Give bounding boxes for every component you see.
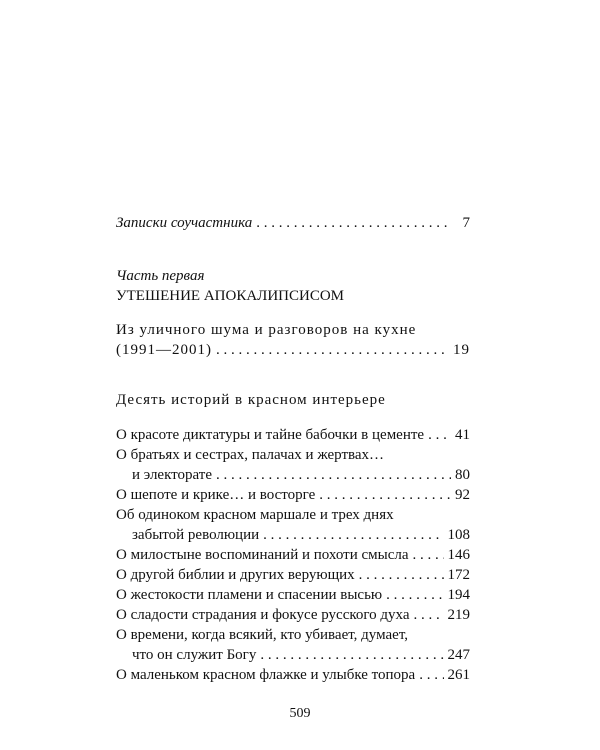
leader-dots <box>414 605 444 625</box>
toc-entry-section-1[interactable] <box>116 320 470 360</box>
page-number: 509 <box>289 706 311 721</box>
toc-entry-title-line1: Из уличного шума и разговоров на кухне <box>116 322 417 338</box>
part-heading <box>116 266 470 306</box>
part-title: УТЕШЕНИЕ АПОКАЛИПСИСОМ <box>116 288 345 304</box>
part-label: Часть первая <box>116 268 205 284</box>
toc-entry[interactable] <box>116 665 470 685</box>
toc-entry-title: О шепоте и крике… и восторге <box>116 487 316 503</box>
toc-entry-title: О красоте диктатуры и тайне бабочки в цементе <box>116 427 425 443</box>
leader-dots <box>413 545 444 565</box>
toc-page-number: 172 <box>447 567 470 583</box>
leader-dots <box>428 425 451 445</box>
toc-entry-title-line2: забытой революции <box>132 527 260 543</box>
toc-entry-preface[interactable] <box>116 213 470 233</box>
toc-page-number: 80 <box>455 467 470 483</box>
toc-entry[interactable] <box>116 585 470 605</box>
section-heading <box>116 390 470 410</box>
toc-page-number: 7 <box>462 215 470 231</box>
toc-page-number: 194 <box>447 587 470 603</box>
toc-page-number: 19 <box>453 342 470 358</box>
toc-entry-title-line2: и электорате <box>132 467 213 483</box>
toc-entry[interactable] <box>116 625 470 665</box>
leader-dots <box>260 645 443 665</box>
section-title: Десять историй в красном интерьере <box>116 392 386 408</box>
toc-entry[interactable] <box>116 565 470 585</box>
toc-page-number: 247 <box>447 647 470 663</box>
leader-dots <box>359 565 444 585</box>
toc-page-number: 219 <box>447 607 470 623</box>
leader-dots <box>256 213 452 233</box>
toc-entry-title-line1: О времени, когда всякий, кто убивает, думает, <box>116 627 408 643</box>
leader-dots <box>419 665 443 685</box>
toc-page-number: 261 <box>447 667 470 683</box>
toc-entry-title: О милостыне воспоминаний и похоти смысла <box>116 547 409 563</box>
leader-dots <box>263 525 443 545</box>
toc-entry[interactable] <box>116 425 470 445</box>
toc-entry-title-line2: что он служит Богу <box>132 647 257 663</box>
toc-page-number: 41 <box>455 427 470 443</box>
toc-entry-title: Записки соучастника <box>116 215 253 231</box>
toc-entry[interactable] <box>116 485 470 505</box>
toc-list <box>116 425 470 685</box>
toc-entry[interactable] <box>116 445 470 485</box>
toc-page-number: 92 <box>455 487 470 503</box>
toc-entry-title-line2: (1991—2001) <box>116 342 212 358</box>
toc-page-number: 108 <box>447 527 470 543</box>
toc-entry-title: О маленьком красном флажке и улыбке топора <box>116 667 416 683</box>
toc-page-number: 146 <box>447 547 470 563</box>
leader-dots <box>319 485 451 505</box>
leader-dots <box>386 585 443 605</box>
toc-entry-title: О жестокости пламени и спасении высью <box>116 587 383 603</box>
toc-entry[interactable] <box>116 545 470 565</box>
toc-entry[interactable] <box>116 505 470 545</box>
leader-dots <box>216 340 449 360</box>
leader-dots <box>216 465 451 485</box>
toc-entry-title: О другой библии и других верующих <box>116 567 355 583</box>
toc-entry-title-line1: Об одиноком красном маршале и трех днях <box>116 507 394 523</box>
toc-entry-title-line1: О братьях и сестрах, палачах и жертвах… <box>116 447 385 463</box>
toc-entry-title: О сладости страдания и фокусе русского духа <box>116 607 410 623</box>
toc-entry[interactable] <box>116 605 470 625</box>
